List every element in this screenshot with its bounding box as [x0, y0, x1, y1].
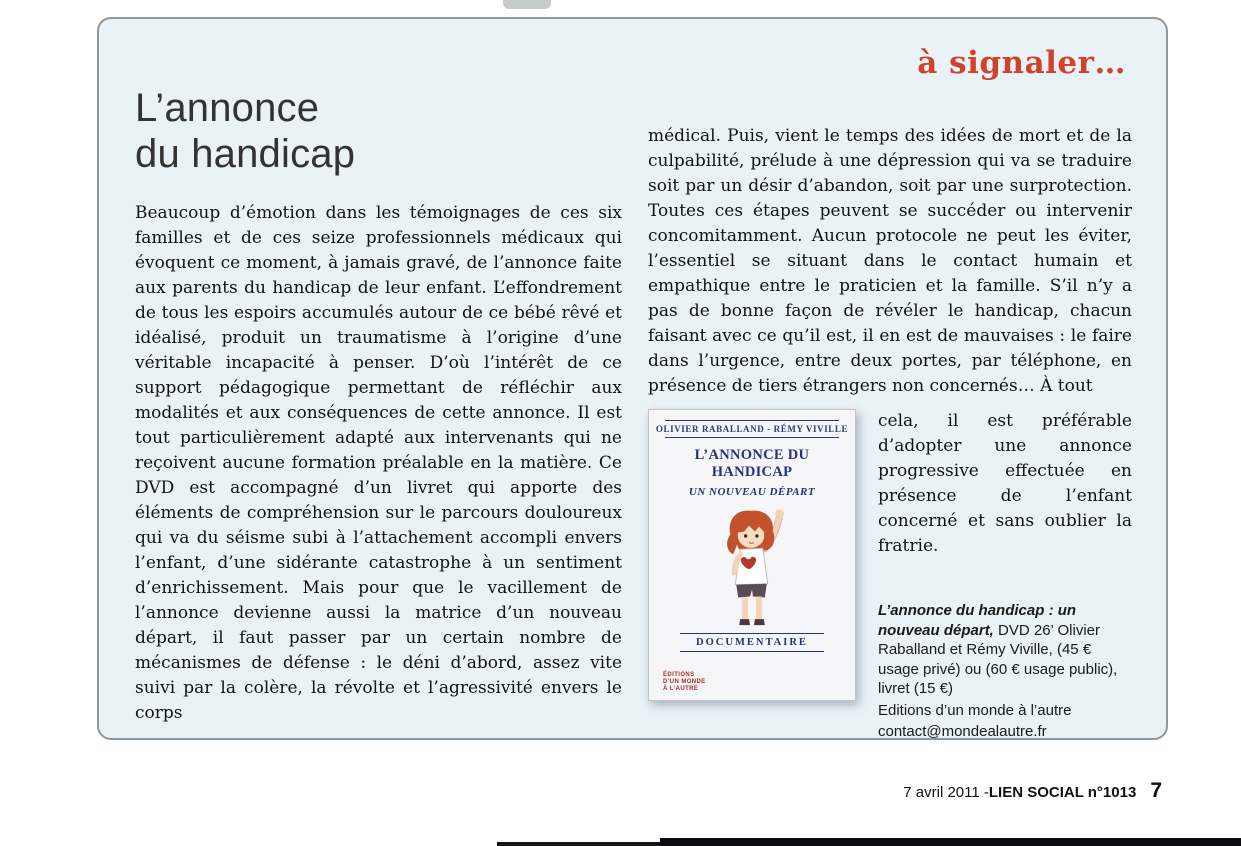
cover-subtitle: UN NOUVEAU DÉPART [688, 486, 816, 498]
cover-publisher-line2: D’UN MONDE [663, 679, 706, 685]
footer-issue: LIEN SOCIAL n°1013 [988, 784, 1137, 801]
cover-title: L’ANNONCE DU HANDICAP [694, 447, 810, 480]
cover-row [648, 409, 1132, 742]
page-footer [903, 779, 1162, 803]
article-title-line2: du handicap [135, 132, 356, 176]
cover-genre: DOCUMENTAIRE [680, 633, 824, 652]
signal-header: à signaler… [917, 45, 1126, 81]
paragraph-right-1: médical. Puis, vient le temps des idées de mort et de la culpabilité, prélude à une dépression qui va se traduire soit par un désir d’abandon, soit par une surprotection. Toutes ces étapes peuvent se succéder ou intervenir concomitamment. Aucun protocole ne peut les éviter, l’essentiel se situant dans le contact humain et empathique entre le praticien et la famille. S’il n’y a pas de bonne façon de révéler le handicap, chacun faisant avec ce qu’il est, il en est de mauvaises : le faire dans l’urgence, entre deux portes, par téléphone, en présence de tiers étrangers non concernés… À tout [648, 126, 1132, 396]
footer-page-number: 7 [1150, 779, 1162, 802]
caption-title: L’annonce du handicap : un nouveau départ, [878, 602, 1077, 639]
caption-contact: contact@mondealautre.fr [878, 723, 1047, 740]
cover-authors: OLIVIER RABALLAND - RÉMY VIVILLE [655, 424, 849, 434]
paragraph-right-2: cela, il est préférable d’adopter une annonce progressive effectuée en présence de l’enfant concerné et sans oublier la fratrie. [878, 411, 1132, 556]
column-right [648, 85, 1132, 742]
scan-artifact-bar [497, 842, 667, 846]
scan-artifact-bar [660, 838, 1241, 846]
article-panel [97, 17, 1168, 740]
caption-credits: DVD 26’ Olivier Raballand et Rémy Viville, (45 € usage privé) ou (60 € usage public), livret (15 €) [878, 621, 1118, 697]
cover-rule-bottom [665, 437, 840, 438]
girl-illustration [693, 503, 811, 631]
cover-side-cell [878, 409, 1132, 742]
footer-date: 7 avril 2011 - [903, 784, 989, 801]
caption-publisher: Editions d’un monde à l’autre [878, 701, 1072, 719]
cover-publisher-line1: ÉDITIONS [663, 672, 695, 678]
scan-smudge [503, 0, 551, 9]
cover-publisher-logo [663, 672, 706, 693]
paragraph-left: Beaucoup d’émotion dans les témoignages de ces six familles et de ces seize professionnels médicaux qui évoquent ce moment, à jamais gravé, de l’annonce faite aux parents du handicap de leur enfant. L’effondrement de tous les espoirs accumulés autour de ce bébé rêvé et idéalisé, produit un traumatisme à l’origine d’une véritable incapacité à penser. D’où l’intérêt de ce support pédagogique permettant de réfléchir aux modalités et aux conséquences de cette annonce. Il est tout particulièrement adapté aux intervenants qui ne reçoivent aucune formation préalable en la matière. Ce DVD est accompagné d’un livret qui apporte des éléments de compréhension sur le parcours douloureux qui va du séisme subi à l’attachement accompli envers l’enfant, d’une sidérante catastrophe à un sentiment d’enrichissement. Mais pour que le vacillement de l’annonce devienne aussi la matrice d’un nouveau départ, il faut passer par un certain nombre de mécanismes de défense : le déni d’abord, assez vite suivi par la colère, la révolte et l’agressivité envers le corps [135, 203, 622, 723]
cover-rule-top [665, 420, 840, 421]
dvd-cover [648, 409, 856, 701]
cover-publisher-line3: À L’AUTRE [663, 686, 699, 692]
dvd-caption [878, 601, 1132, 742]
column-left [135, 85, 622, 742]
article-columns [135, 85, 1132, 742]
caption-text [878, 601, 1132, 699]
article-title [135, 85, 622, 177]
article-title-line1: L’annonce [135, 86, 320, 130]
